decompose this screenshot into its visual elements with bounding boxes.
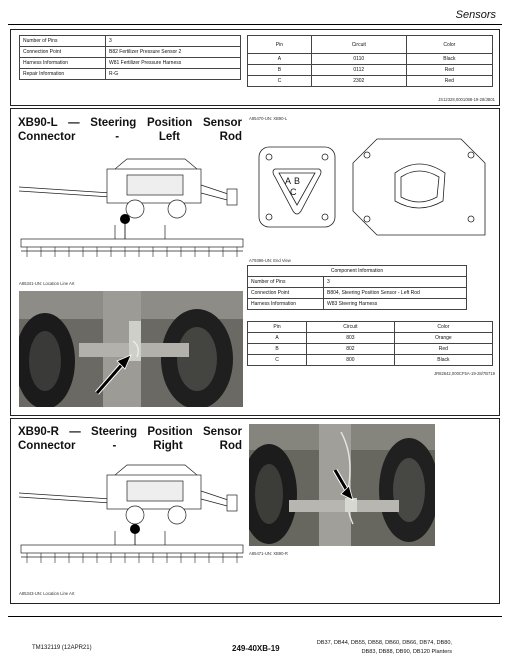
section-title: XB90-R — Steering Position Sensor Connector - Right Rod [18,426,242,452]
section-xb90l [10,108,500,416]
photo-caption: A85471-UN: XB90-R [249,551,288,556]
page-header [8,0,502,25]
reference-code: JS12328,0001088-19-28/JB01 [438,97,495,102]
section-xb90r [10,418,500,604]
connector-photo [249,424,435,546]
photo-caption: A85470-UN: XB90-L [249,116,288,121]
location-caption: A85343-UN: Location Line Art [19,591,75,596]
component-info-table: Component Information Number of Pins 3 Connection Point B804, Steering Position Sensor - Left Rod Harness Information W83 Steering Harness [247,265,467,310]
section-title: XB90-L — Steering Position Sensor Connector - Left Rod [18,117,242,143]
footer-models: DB37, DB44, DB55, DB58, DB60, DB66, DB74, DB80, DB83, DB88, DB90, DB120 Planters [316,640,452,655]
connector-pin-b-label: B [294,176,301,186]
planter-line-art [15,155,247,267]
info-table: Number of Pins 3 Connection Point B82 Fertilizer Pressure Sensor 2 Harness Information W81 Fertilizer Pressure Harness Repair Information R-G [19,35,241,80]
end-view-caption: A79396-UN: End View [249,258,291,263]
connector-pin-a-label: A [285,176,292,186]
pin-table: Pin Circuit Color A 803 Orange B 802 Red C 800 Black [247,321,493,366]
connector-end-view-drawing [249,125,493,255]
reference-code: JR82642,000CF5A-19-28/7B719 [434,371,495,376]
page-title: Sensors [455,9,496,21]
footer-doc-id: TM132119 (12APR21) [32,645,92,651]
pin-table: Pin Circuit Color A 0110 Black B 0112 Red C 2302 Red [247,35,493,87]
footer-rule [8,616,502,617]
planter-line-art [15,463,247,571]
section-xb82 [10,29,500,106]
location-photo [19,291,243,407]
footer-page-number: 249-40XB-19 [232,644,280,653]
location-caption: A85341-UN: Location Line Art [19,281,75,286]
connector-pin-c-label: C [290,187,297,197]
